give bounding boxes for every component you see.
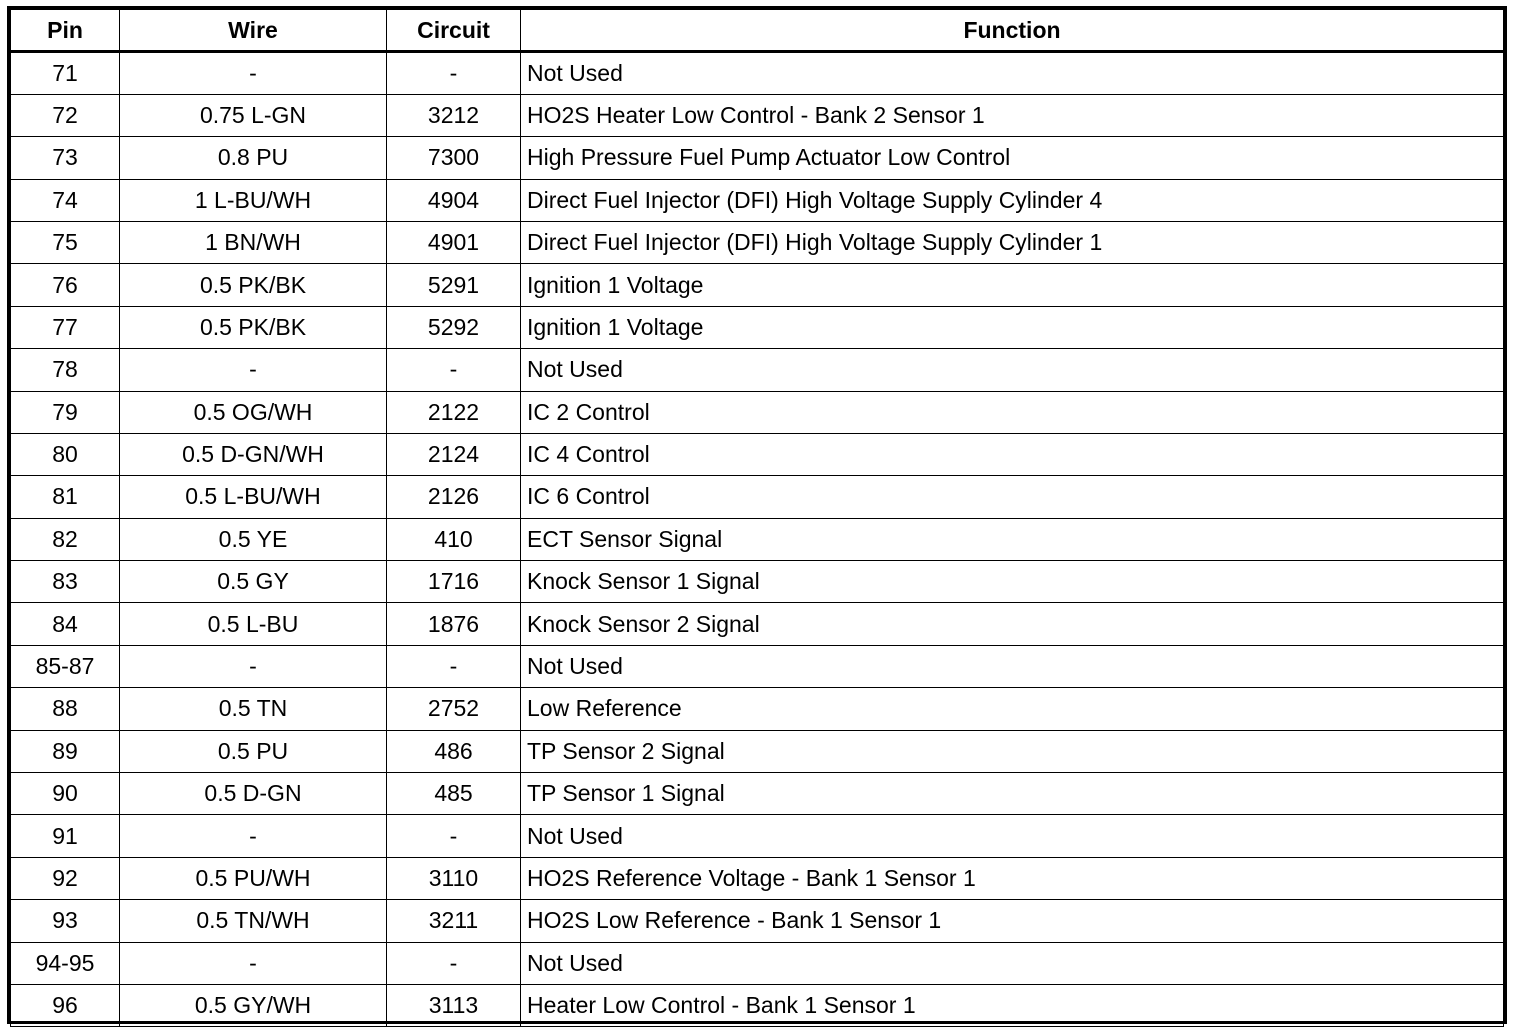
- connector-pinout-table: [10, 9, 1504, 1027]
- circuit-cell: 3212: [387, 94, 521, 136]
- wire-cell: 0.5 YE: [120, 518, 387, 560]
- table-row: [11, 137, 1504, 179]
- circuit-cell: 2126: [387, 476, 521, 518]
- wire-cell: -: [120, 942, 387, 984]
- function-cell: Heater Low Control - Bank 1 Sensor 1: [521, 984, 1504, 1026]
- wire-cell: 0.5 PU/WH: [120, 857, 387, 899]
- function-cell: Ignition 1 Voltage: [521, 264, 1504, 306]
- function-cell: TP Sensor 1 Signal: [521, 773, 1504, 815]
- wire-cell: -: [120, 52, 387, 94]
- pin-cell: 81: [11, 476, 120, 518]
- table-row: [11, 984, 1504, 1026]
- function-cell: Not Used: [521, 645, 1504, 687]
- circuit-cell: 3110: [387, 857, 521, 899]
- circuit-cell: 485: [387, 773, 521, 815]
- header-pin: Pin: [11, 10, 120, 52]
- wire-cell: 1 L-BU/WH: [120, 179, 387, 221]
- function-cell: IC 4 Control: [521, 433, 1504, 475]
- circuit-cell: 5291: [387, 264, 521, 306]
- wire-cell: 0.5 L-BU/WH: [120, 476, 387, 518]
- wire-cell: 0.5 L-BU: [120, 603, 387, 645]
- table-row: [11, 688, 1504, 730]
- function-cell: ECT Sensor Signal: [521, 518, 1504, 560]
- table-row: [11, 306, 1504, 348]
- pin-cell: 75: [11, 221, 120, 263]
- wire-cell: 0.5 D-GN: [120, 773, 387, 815]
- function-cell: Not Used: [521, 349, 1504, 391]
- function-cell: Direct Fuel Injector (DFI) High Voltage Supply Cylinder 4: [521, 179, 1504, 221]
- circuit-cell: 2122: [387, 391, 521, 433]
- function-cell: TP Sensor 2 Signal: [521, 730, 1504, 772]
- pin-cell: 89: [11, 730, 120, 772]
- circuit-cell: 410: [387, 518, 521, 560]
- circuit-cell: 7300: [387, 137, 521, 179]
- function-cell: Not Used: [521, 815, 1504, 857]
- wire-cell: 1 BN/WH: [120, 221, 387, 263]
- table-row: [11, 349, 1504, 391]
- table-row: [11, 52, 1504, 94]
- table-row: [11, 94, 1504, 136]
- function-cell: Knock Sensor 1 Signal: [521, 561, 1504, 603]
- circuit-cell: 5292: [387, 306, 521, 348]
- pin-cell: 94-95: [11, 942, 120, 984]
- function-cell: Not Used: [521, 52, 1504, 94]
- pin-cell: 72: [11, 94, 120, 136]
- table-row: [11, 433, 1504, 475]
- table-row: [11, 603, 1504, 645]
- pin-cell: 79: [11, 391, 120, 433]
- circuit-cell: -: [387, 52, 521, 94]
- table-row: [11, 221, 1504, 263]
- pin-cell: 71: [11, 52, 120, 94]
- wire-cell: 0.5 PU: [120, 730, 387, 772]
- function-cell: Ignition 1 Voltage: [521, 306, 1504, 348]
- function-cell: IC 2 Control: [521, 391, 1504, 433]
- table-row: [11, 391, 1504, 433]
- function-cell: HO2S Low Reference - Bank 1 Sensor 1: [521, 900, 1504, 942]
- header-wire: Wire: [120, 10, 387, 52]
- pin-cell: 93: [11, 900, 120, 942]
- table-row: [11, 942, 1504, 984]
- circuit-cell: 3113: [387, 984, 521, 1026]
- pin-cell: 82: [11, 518, 120, 560]
- pin-cell: 85-87: [11, 645, 120, 687]
- circuit-cell: 4904: [387, 179, 521, 221]
- wire-cell: -: [120, 815, 387, 857]
- wire-cell: 0.5 TN: [120, 688, 387, 730]
- table-row: [11, 900, 1504, 942]
- pin-cell: 88: [11, 688, 120, 730]
- table-row: [11, 773, 1504, 815]
- circuit-cell: 2752: [387, 688, 521, 730]
- pin-cell: 90: [11, 773, 120, 815]
- circuit-cell: 4901: [387, 221, 521, 263]
- circuit-cell: -: [387, 942, 521, 984]
- function-cell: Knock Sensor 2 Signal: [521, 603, 1504, 645]
- table-row: [11, 857, 1504, 899]
- function-cell: HO2S Reference Voltage - Bank 1 Sensor 1: [521, 857, 1504, 899]
- wire-cell: 0.5 TN/WH: [120, 900, 387, 942]
- circuit-cell: -: [387, 349, 521, 391]
- table-row: [11, 179, 1504, 221]
- table-body: [11, 52, 1504, 1027]
- table-row: [11, 815, 1504, 857]
- circuit-cell: 2124: [387, 433, 521, 475]
- function-cell: IC 6 Control: [521, 476, 1504, 518]
- table-row: [11, 264, 1504, 306]
- circuit-cell: -: [387, 645, 521, 687]
- wire-cell: 0.8 PU: [120, 137, 387, 179]
- pin-cell: 80: [11, 433, 120, 475]
- pin-cell: 78: [11, 349, 120, 391]
- pin-cell: 96: [11, 984, 120, 1026]
- wire-cell: 0.5 OG/WH: [120, 391, 387, 433]
- header-function: Function: [521, 10, 1504, 52]
- wire-cell: 0.5 GY: [120, 561, 387, 603]
- pin-cell: 77: [11, 306, 120, 348]
- table-header-row: [11, 10, 1504, 52]
- wire-cell: 0.5 D-GN/WH: [120, 433, 387, 475]
- header-circuit: Circuit: [387, 10, 521, 52]
- circuit-cell: -: [387, 815, 521, 857]
- table-row: [11, 476, 1504, 518]
- wire-cell: 0.5 PK/BK: [120, 264, 387, 306]
- function-cell: HO2S Heater Low Control - Bank 2 Sensor 1: [521, 94, 1504, 136]
- circuit-cell: 3211: [387, 900, 521, 942]
- function-cell: Low Reference: [521, 688, 1504, 730]
- pin-cell: 84: [11, 603, 120, 645]
- circuit-cell: 1716: [387, 561, 521, 603]
- wire-cell: -: [120, 349, 387, 391]
- pin-cell: 92: [11, 857, 120, 899]
- function-cell: High Pressure Fuel Pump Actuator Low Control: [521, 137, 1504, 179]
- circuit-cell: 486: [387, 730, 521, 772]
- wire-cell: 0.75 L-GN: [120, 94, 387, 136]
- table-row: [11, 645, 1504, 687]
- circuit-cell: 1876: [387, 603, 521, 645]
- wire-cell: -: [120, 645, 387, 687]
- pin-cell: 74: [11, 179, 120, 221]
- function-cell: Not Used: [521, 942, 1504, 984]
- pin-cell: 83: [11, 561, 120, 603]
- pin-cell: 91: [11, 815, 120, 857]
- table-row: [11, 730, 1504, 772]
- function-cell: Direct Fuel Injector (DFI) High Voltage Supply Cylinder 1: [521, 221, 1504, 263]
- wire-cell: 0.5 GY/WH: [120, 984, 387, 1026]
- connector-pinout-table-frame: [7, 6, 1507, 1024]
- table-row: [11, 561, 1504, 603]
- wire-cell: 0.5 PK/BK: [120, 306, 387, 348]
- pin-cell: 76: [11, 264, 120, 306]
- pin-cell: 73: [11, 137, 120, 179]
- table-row: [11, 518, 1504, 560]
